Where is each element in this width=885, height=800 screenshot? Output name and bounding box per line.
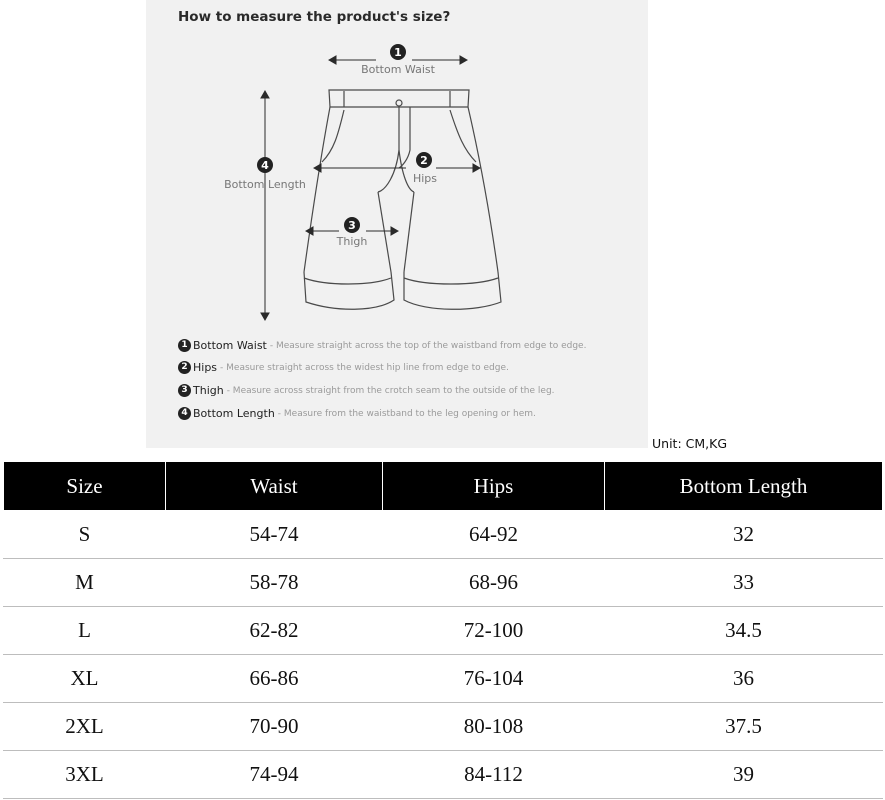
label-bottom-waist: Bottom Waist: [361, 63, 435, 76]
cell-size: L: [4, 607, 166, 655]
table-row: [4, 511, 883, 559]
cell-length: 33: [605, 559, 883, 607]
size-chart-table: [3, 461, 883, 799]
badge-2: [416, 152, 432, 168]
cell-hips: 80-108: [383, 703, 605, 751]
cell-waist: 54-74: [166, 511, 383, 559]
badge-1: [390, 44, 406, 60]
cell-length: 32: [605, 511, 883, 559]
cell-size: S: [4, 511, 166, 559]
cell-hips: 68-96: [383, 559, 605, 607]
cell-waist: 74-94: [166, 751, 383, 799]
cell-waist: 70-90: [166, 703, 383, 751]
cell-waist: 58-78: [166, 559, 383, 607]
svg-text:4: 4: [261, 159, 269, 172]
legend-item-length: 4 Bottom Length - Measure from the waistband to the leg opening or hem.: [178, 403, 638, 422]
label-bottom-length: Bottom Length: [224, 178, 306, 191]
cell-hips: 84-112: [383, 751, 605, 799]
header-hips: Hips: [383, 462, 605, 511]
table-row: [4, 655, 883, 703]
cell-size: 2XL: [4, 703, 166, 751]
legend-item-thigh: 3 Thigh - Measure across straight from the crotch seam to the outside of the leg.: [178, 380, 638, 399]
cell-waist: 62-82: [166, 607, 383, 655]
badge-4: [257, 157, 273, 173]
table-row: [4, 703, 883, 751]
header-bottom-length: Bottom Length: [605, 462, 883, 511]
cell-waist: 66-86: [166, 655, 383, 703]
table-row: [4, 607, 883, 655]
measurement-guide: [146, 0, 648, 448]
cell-length: 34.5: [605, 607, 883, 655]
label-hips: Hips: [412, 172, 438, 185]
table-row: [4, 559, 883, 607]
cell-hips: 64-92: [383, 511, 605, 559]
header-size: Size: [4, 462, 166, 511]
cell-size: XL: [4, 655, 166, 703]
cell-hips: 76-104: [383, 655, 605, 703]
cell-length: 36: [605, 655, 883, 703]
svg-text:2: 2: [420, 154, 428, 167]
cell-size: 3XL: [4, 751, 166, 799]
cell-size: M: [4, 559, 166, 607]
svg-text:3: 3: [348, 219, 356, 232]
shorts-diagram: [146, 0, 648, 330]
badge-3: [344, 217, 360, 233]
header-waist: Waist: [166, 462, 383, 511]
cell-length: 39: [605, 751, 883, 799]
guide-title: How to measure the product's size?: [178, 9, 451, 25]
cell-hips: 72-100: [383, 607, 605, 655]
svg-text:1: 1: [394, 46, 402, 59]
legend-item-waist: 1 Bottom Waist - Measure straight across the top of the waistband from edge to edge.: [178, 335, 638, 354]
table-header-row: [4, 462, 883, 511]
cell-length: 37.5: [605, 703, 883, 751]
table-row: [4, 751, 883, 799]
label-thigh: Thigh: [336, 235, 368, 248]
unit-label: Unit: CM,KG: [652, 436, 727, 451]
legend-item-hips: 2 Hips - Measure straight across the widest hip line from edge to edge.: [178, 357, 638, 376]
